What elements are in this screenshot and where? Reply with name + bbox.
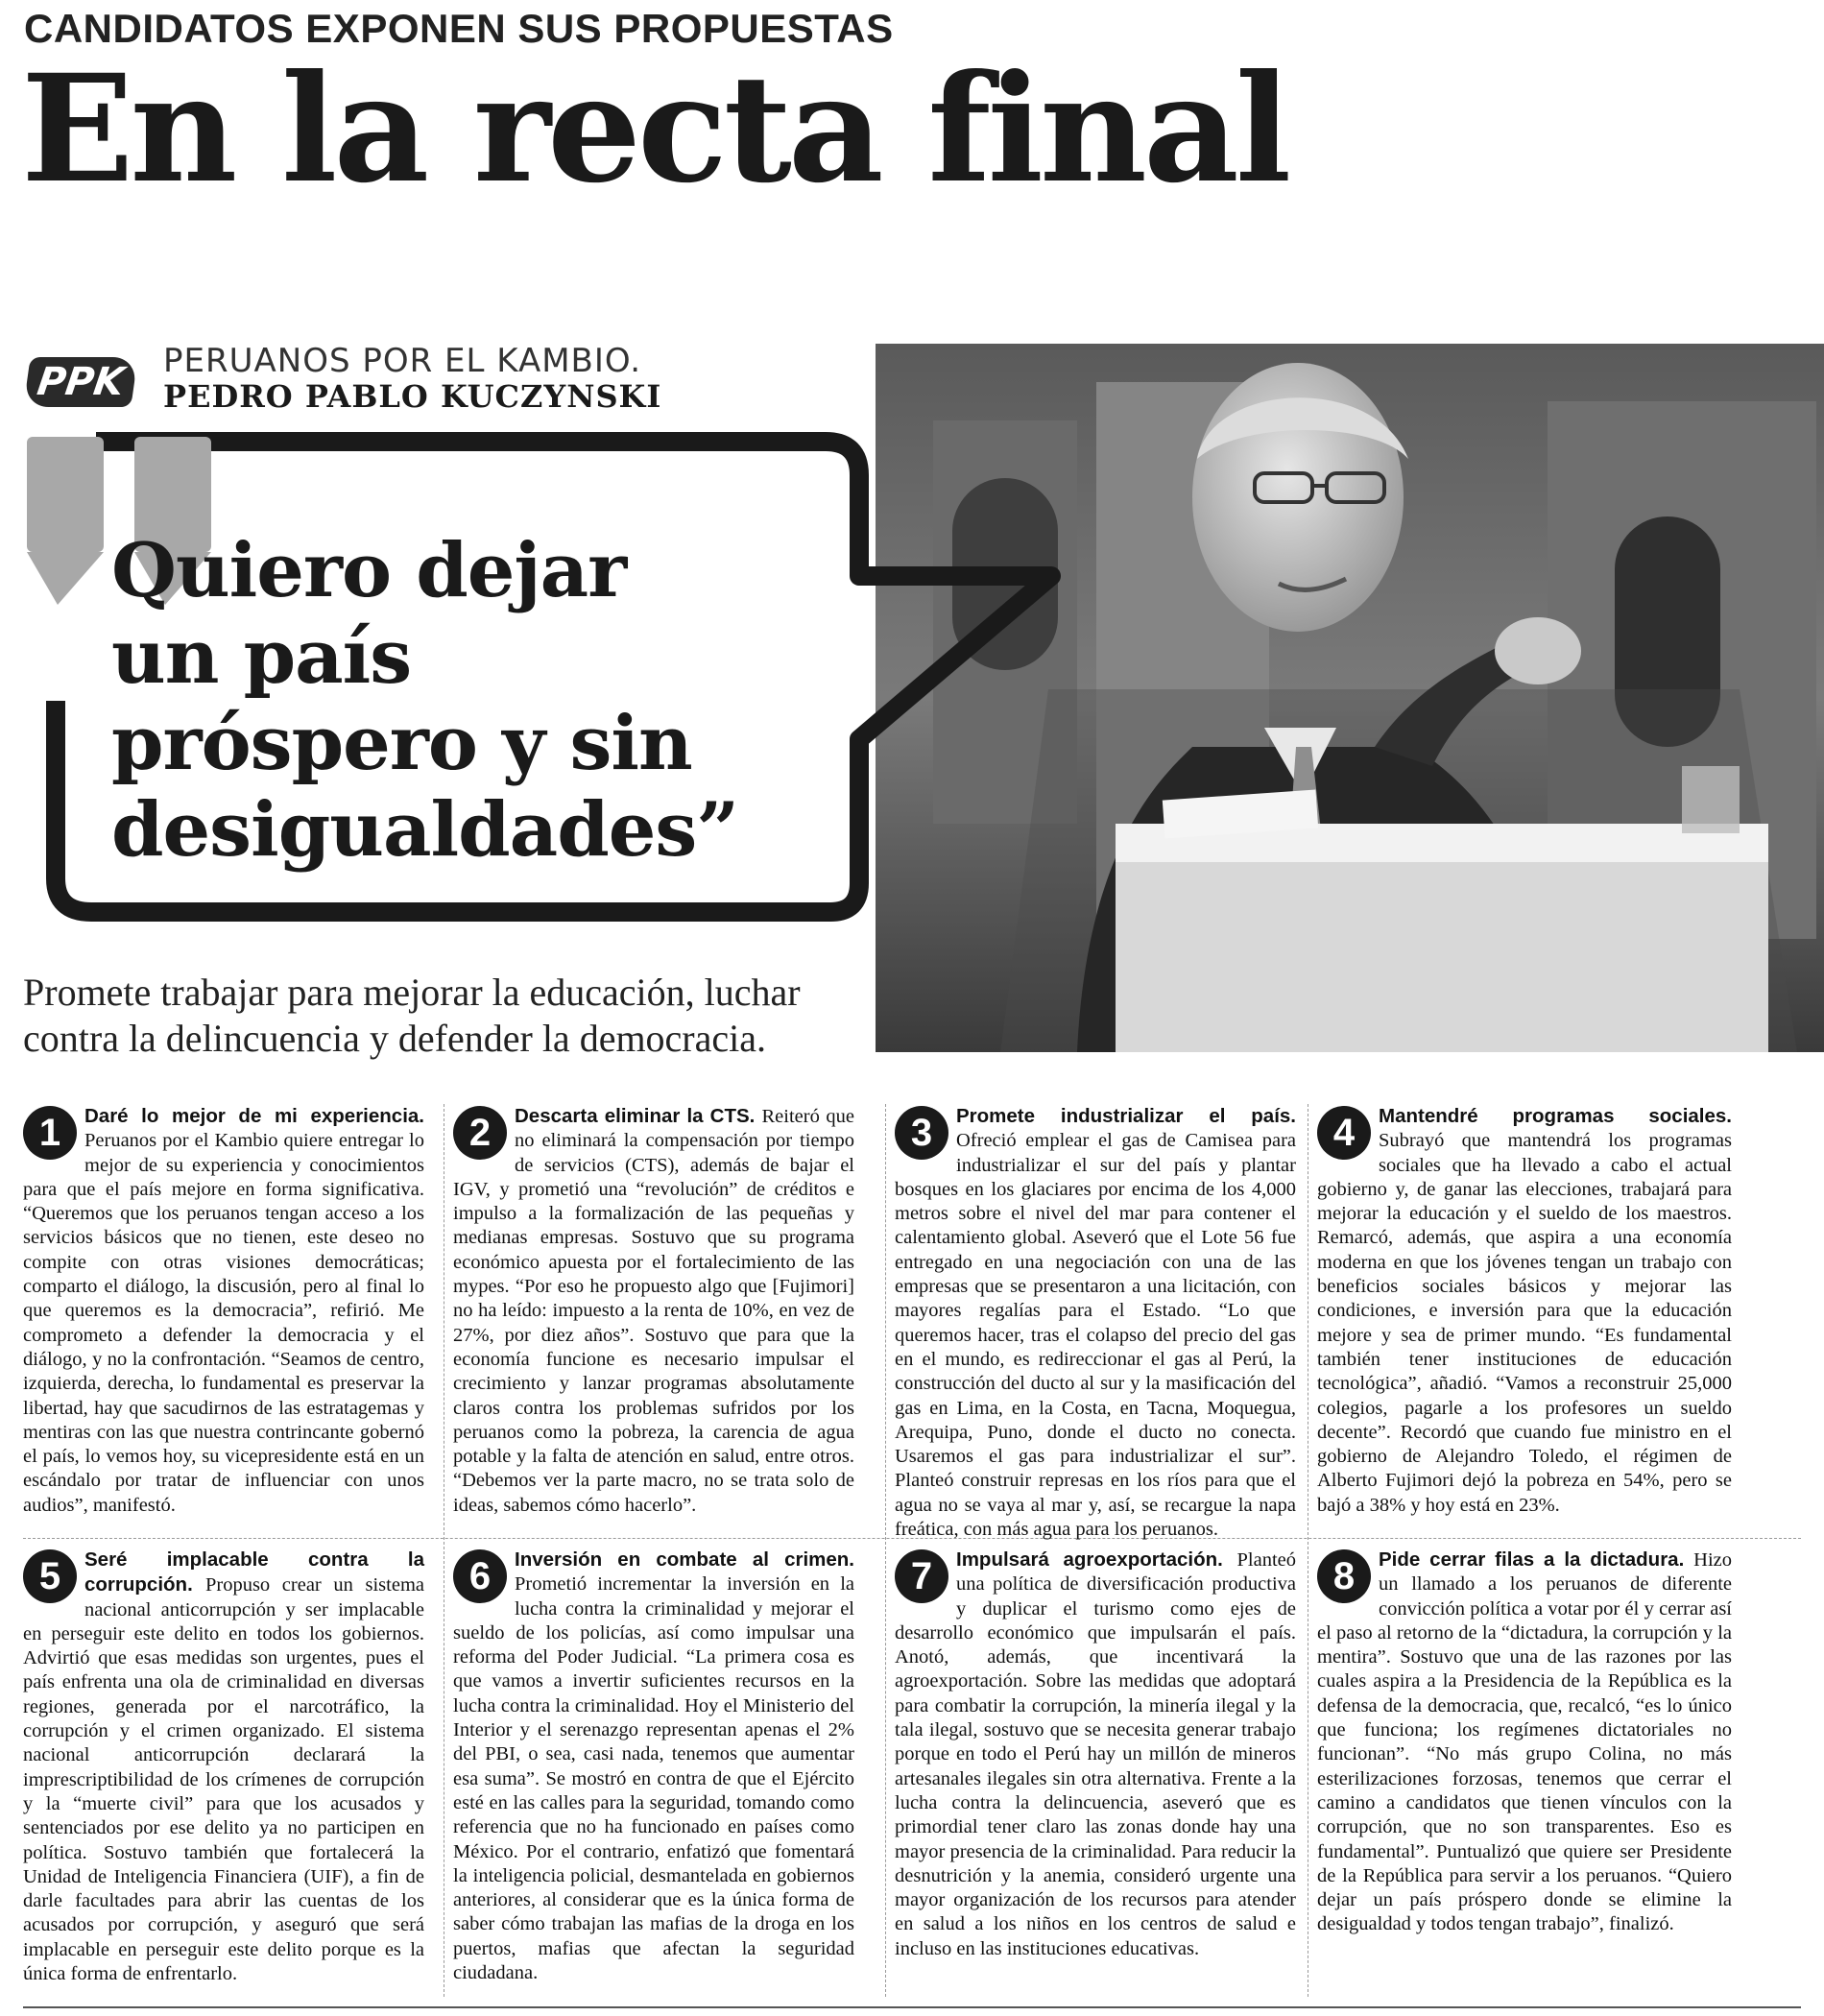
proposal-2 — [453, 1104, 854, 1518]
proposal-1 — [23, 1104, 424, 1518]
party-name: PERUANOS POR EL KAMBIO. — [163, 342, 642, 380]
proposal-4 — [1317, 1104, 1732, 1518]
proposal-lead: Promete industrializar el país. — [956, 1105, 1296, 1127]
column-divider — [1308, 1104, 1309, 1997]
proposal-lead: Descarta eliminar la CTS. — [515, 1105, 762, 1127]
proposal-lead: Pide cerrar filas a la dictadura. — [1379, 1548, 1694, 1571]
candidate-name: PEDRO PABLO KUCZYNSKI — [163, 378, 662, 415]
number-badge: 4 — [1317, 1106, 1371, 1160]
number-badge: 8 — [1317, 1549, 1371, 1603]
number-badge: 7 — [895, 1549, 948, 1603]
deck-subtitle: Promete trabajar para mejorar la educación, luchar contra la delincuencia y defender la democracia. — [23, 971, 801, 1060]
proposal-lead: Impulsará agroexportación. — [956, 1548, 1237, 1571]
proposal-3 — [895, 1104, 1296, 1542]
quote-line: Quiero dejar — [111, 527, 627, 614]
proposal-lead: Inversión en combate al crimen. — [515, 1548, 854, 1571]
proposal-text: Planteó una política de diversificación productiva y duplicar el turismo como ejes de desarrollo económico que impulsarán el país. Anotó, además, que incentivará la agroexportación. Sobre las medidas que adoptará para combatir la corrupción, la minería ilegal y la tala ilegal, sostuvo que se necesita generar trabajo porque en todo el Perú hay un millón de mineros artesanales ilegales sin otra alternativa. Frente a la lucha contra la delincuencia, aseveró que es primordial tener claro las zonas donde hay una mayor presencia de la criminalidad. Para reducir la desnutrición y la anemia, consideró urgente una mayor organización de los recursos para atender en salud a los niños en los centros de salud e incluso en las instituciones educativas. — [895, 1549, 1296, 1959]
pull-quote — [111, 528, 738, 874]
number-badge: 1 — [23, 1106, 77, 1160]
proposal-8 — [1317, 1548, 1732, 1937]
headline: En la recta final — [21, 42, 1288, 216]
proposal-text: Hizo un llamado a los peruanos de diferente convicción política a votar por él y cerrar así el paso al retorno de la “dictadura, la corrupción y la mentira”. Sostuvo que una de las razones por las cuales aspira a la Presidencia de la República es la defensa de la democracia, que, recalcó, “es lo único que funciona; los regímenes dictatoriales no funcionan”. “No más grupo Colina, no más esterilizaciones forzosas, tenemos que cerrar el camino a candidatos que tienen vínculos con la corrupción, que no son transparentes. Eso es fundamental”. Puntualizó que quiere ser Presidente de la República para servir a los peruanos. “Quiero dejar un país próspero donde se elimine la desigualdad y todos tengan trabajo”, finalizó. — [1317, 1549, 1732, 1935]
number-badge: 3 — [895, 1106, 948, 1160]
number-badge: 2 — [453, 1106, 507, 1160]
quote-line: un país — [111, 613, 412, 701]
proposal-lead: Mantendré programas sociales. — [1379, 1105, 1732, 1127]
proposal-lead: Seré implacable contra la corrupción. — [84, 1548, 424, 1596]
proposal-7 — [895, 1548, 1296, 1961]
party-logo: PPK — [23, 357, 137, 407]
number-badge: 5 — [23, 1549, 77, 1603]
column-divider — [444, 1104, 445, 1997]
quote-line: desigualdades” — [111, 786, 739, 874]
proposal-text: Propuso crear un sistema nacional anticorrupción y ser implacable en perseguir este delito en todos los gobiernos. Advirtió que esas medidas son urgentes, pues el país enfrenta una ola de criminalidad en diversas regiones, generada por el narcotráfico, la corrupción y el crimen organizado. El sistema nacional anticorrupción declarará la imprescriptibilidad de los crímenes de corrupción y la “muerte civil” para que los acusados y sentenciados por ese delito ya no participen en política. Sostuvo también que fortalecerá la Unidad de Inteligencia Financiera (UIF), a fin de darle facultades para abrir las cuentas de los acusados por corrupción, y aseguró que será implacable en perseguir este delito porque es la única forma de enfrentarlo. — [23, 1574, 424, 1985]
proposal-5 — [23, 1548, 424, 1986]
footer-rule — [23, 2006, 1801, 2008]
number-badge: 6 — [453, 1549, 507, 1603]
proposal-text: Peruanos por el Kambio quiere entregar lo mejor de su experiencia y conocimientos para que el país mejore en forma significativa. “Queremos que los peruanos tengan acceso a los servicios básicos que no tienen, este deseo no compite con otras visiones democráticas; comparto el diálogo, la discusión, pero al final lo que queremos es la democracia”, refirió. Me comprometo a defender la democracia y el diálogo, y no la confrontación. “Seamos de centro, izquierda, derecha, lo fundamental es preservar la libertad, hay que sacudirnos de las estratagemas y mentiras con las que nuestra contrincante gobernó el país, lo vemos hoy, su vicepresidente está en un escándalo por tratar de influenciar con unos audios”, manifestó. — [23, 1130, 424, 1516]
proposal-text: Ofreció emplear el gas de Camisea para industrializar el sur del país y plantar bosques en los glaciares por encima de los 4,000 metros sobre el nivel del mar para contener el calentamiento global. Aseveró que el Lote 56 fue entregado en una negociación con una de las empresas que se presentaron a una licitación, con mayores regalías para el Estado. “Lo que queremos hacer, tras el colapso del precio del gas en el mundo, es redireccionar el gas al Perú, la construcción del ducto al sur y la masificación del gas en Lima, en la Costa, en Tacna, Moquegua, Arequipa, Puno, donde el ducto no conecta. Usaremos el gas para industrializar el sur”. Planteó construir represas en los ríos para que el agua no se vaya al mar y, así, se recargue la napa freática, con más agua para los peruanos. — [895, 1130, 1296, 1541]
proposal-text: Subrayó que mantendrá los programas sociales que ha llevado a cabo el actual gobierno y, de ganar las elecciones, trabajará para mejorar la educación y el sueldo de los maestros. Remarcó, además, que aspira a una economía moderna en que los jóvenes tengan un trabajo con beneficios sociales básicos y mejorar las condiciones, e inversión para que la educación mejore y sea de primer mundo. “Es fundamental también tener instituciones de educación tecnológica”, añadió. “Vamos a reconstruir 25,000 colegios, pagarle a los profesores un sueldo decente”. Recordó que cuando fue ministro en el gobierno de Alejandro Toledo, el régimen de Alberto Fujimori dejó la pobreza en 54%, pero se bajó a 38% y hoy está en 23%. — [1317, 1130, 1732, 1516]
quote-line: próspero y sin — [111, 700, 692, 787]
proposal-6 — [453, 1548, 854, 1985]
column-divider — [885, 1104, 887, 1997]
kicker: CANDIDATOS EXPONEN SUS PROPUESTAS — [24, 6, 894, 51]
proposal-text: Reiteró que no eliminará la compensación por tiempo de servicios (CTS), además de bajar el IGV, y prometió una “revolución” de créditos e impulso a la formalización de las pequeñas y medianas empresas. Sostuvo que su programa económico apuesta por el fortalecimiento de las mypes. “Por eso he propuesto algo que [Fujimori] no ha leído: impuesto a la renta de 10%, en vez de 27%, por diez años”. Sostuvo que para que la economía funcione es necesario impulsar el crecimiento y lanzar programas absolutamente claros contra los problemas sufridos por los peruanos como la pobreza, la carencia de agua potable y la falta de atención en salud, entre otros. “Debemos ver la parte macro, no se trata solo de ideas, sabemos cómo hacerlo”. — [453, 1106, 854, 1516]
proposal-text: Prometió incrementar la inversión en la lucha contra la criminalidad y mejorar el sueldo de los policías, así como impulsar una reforma del Poder Judicial. “La primera cosa es que vamos a invertir suficientes recursos en la lucha contra la criminalidad. Hoy el Ministerio del Interior y el serenazgo representan apenas el 2% del PBI, o sea, casi nada, tenemos que aumentar esa suma”. Se mostró en contra de que el Ejército esté en las calles para la seguridad, tomando como referencia que no ha funcionado en países como México. Por el contrario, enfatizó que fomentará la inteligencia policial, desmantelada en gobiernos anteriores, al considerar que es la única forma de saber cómo trabajan las mafias de la droga en los puertos, mafias que afectan la seguridad ciudadana. — [453, 1573, 854, 1984]
proposal-lead: Daré lo mejor de mi experiencia. — [84, 1105, 424, 1127]
